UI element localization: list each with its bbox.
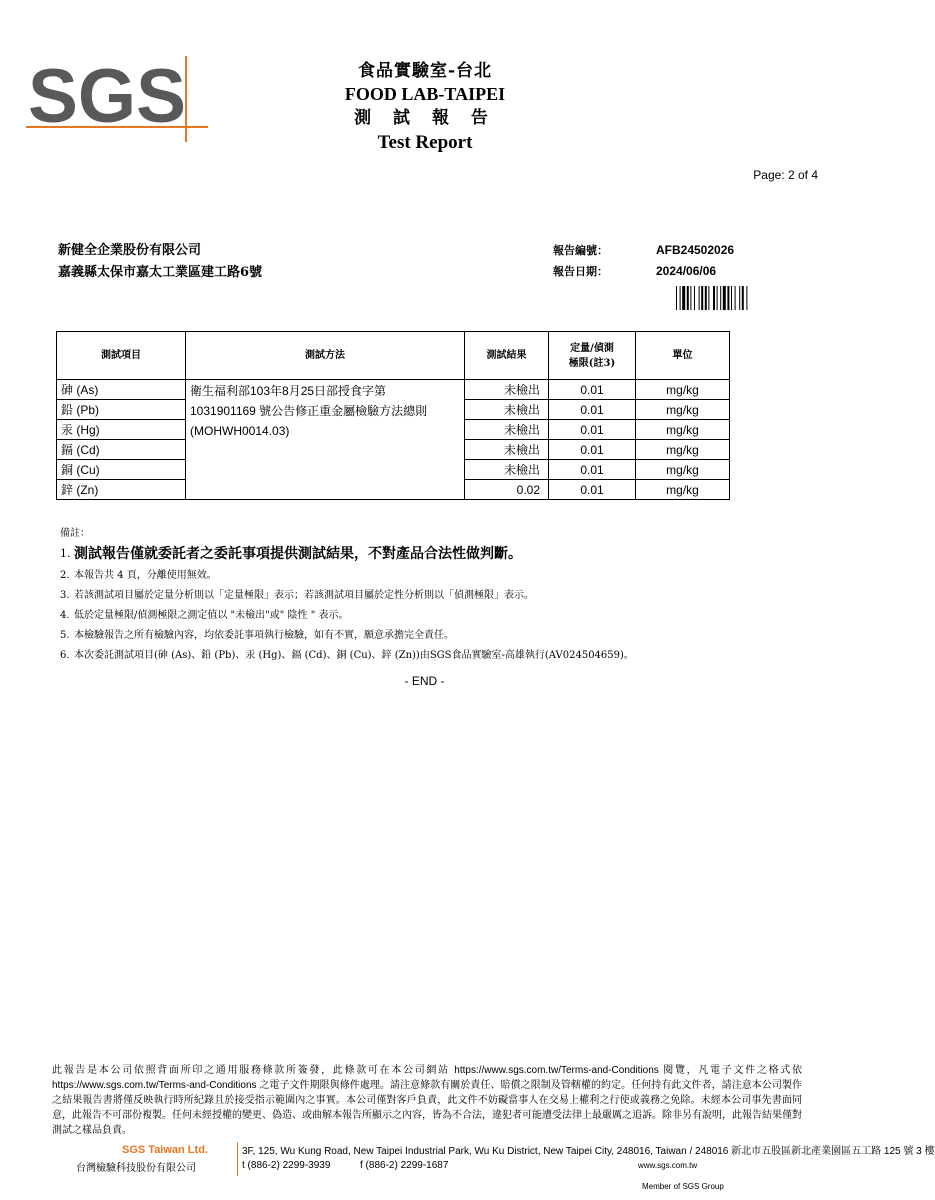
- cell-item: 鎘 (Cd): [57, 440, 186, 460]
- method-line: 衛生福利部103年8月25日部授食字第: [190, 384, 387, 398]
- barcode-image: [676, 286, 791, 310]
- results-table: [56, 331, 730, 500]
- cell-result: 0.02: [465, 480, 549, 500]
- method-line: (MOHWH0014.03): [190, 424, 290, 438]
- header-result: 測試結果: [465, 332, 549, 380]
- cell-result: 未檢出: [465, 400, 549, 420]
- note-item: [60, 586, 800, 606]
- table-header-row: [57, 332, 730, 380]
- footer: [52, 1142, 935, 1192]
- cell-unit: mg/kg: [636, 380, 730, 400]
- end-marker: - END -: [404, 674, 445, 688]
- report-number: AFB24502026: [656, 243, 735, 257]
- note-text: 低於定量極限/偵測極限之測定值以 "未檢出"或" 陰性 " 表示。: [74, 610, 349, 621]
- cell-unit: mg/kg: [636, 420, 730, 440]
- cell-unit: mg/kg: [636, 440, 730, 460]
- cell-result: 未檢出: [465, 440, 549, 460]
- header-item: 測試項目: [57, 332, 186, 380]
- cell-limit: 0.01: [549, 480, 636, 500]
- note-number: 3.: [60, 590, 70, 601]
- report-meta: [553, 240, 734, 282]
- note-number: 2.: [60, 570, 70, 581]
- footer-address: 3F, 125, Wu Kung Road, New Taipei Industrial Park, Wu Ku District, New Taipei City, 248016, Taiwan / 248016 新北市五股區新北產業園區五工路 125 號 3 樓: [242, 1146, 935, 1157]
- note-text: 本檢驗報告之所有檢驗內容，均依委託事項執行檢驗，如有不實，願意承擔完全責任。: [74, 630, 454, 641]
- note-text: 測試報告僅就委託者之委託事項提供測試結果，不對產品合法性做判斷。: [74, 546, 522, 562]
- footer-tel: t (886-2) 2299-3939: [242, 1160, 331, 1171]
- header-limit-line1: 定量/偵測: [570, 342, 614, 354]
- cell-unit: mg/kg: [636, 480, 730, 500]
- footer-website: www.sgs.com.tw: [638, 1161, 698, 1170]
- client-name: 新健全企業股份有限公司: [58, 243, 202, 258]
- cell-result: 未檢出: [465, 420, 549, 440]
- notes-title: 備註：: [60, 528, 90, 539]
- cell-limit: 0.01: [549, 420, 636, 440]
- report-date-label: 報告日期：: [553, 265, 608, 278]
- lab-title-en: FOOD LAB-TAIPEI: [344, 84, 506, 104]
- footer-member: Member of SGS Group: [642, 1182, 724, 1191]
- note-number: 5.: [60, 630, 70, 641]
- header-limit: [549, 332, 636, 380]
- cell-limit: 0.01: [549, 460, 636, 480]
- report-title-en: Test Report: [377, 132, 473, 153]
- disclaimer: 此報告是本公司依照背面所印之通用服務條款所簽發，此條款可在本公司網站 https://www.sgs.com.tw/Terms-and-Conditions 閱覽，凡電子文件之格式依 https://www.sgs.com.tw/Terms-and-Conditions 之電子文件期限與條件處理。請注意條款有關於責任、賠償之限制及管轄權的約定。任何持有此文件者，請注意本公司製作之結果報告書將僅反映執行時所紀錄且於接受指示範圍內之事實。本公司僅對客戶負責，此文件不妨礙當事人在交易上權利之行使或義務之免除。未經本公司事先書面同意，此報告不可部份複製。任何未經授權的變更、偽造、或曲解本報告所顯示之內容，皆為不合法，違犯者可能遭受法律上最嚴厲之追訴。除非另有說明，此報告結果僅對測試之樣品負責。: [52, 1065, 802, 1136]
- cell-limit: 0.01: [549, 440, 636, 460]
- cell-limit: 0.01: [549, 380, 636, 400]
- note-item: [60, 606, 800, 626]
- note-item: [60, 542, 800, 566]
- note-text: 本次委託測試項目(砷 (As)、鉛 (Pb)、汞 (Hg)、鎘 (Cd)、銅 (Cu)、鋅 (Zn))由SGS食品實驗室-高雄執行(AV024504659)。: [74, 650, 634, 661]
- footer-divider: [237, 1142, 238, 1176]
- header-unit: 單位: [636, 332, 730, 380]
- footer-company-zh: 台灣檢驗科技股份有限公司: [76, 1163, 196, 1174]
- lab-title-zh: 食品實驗室-台北: [357, 61, 493, 81]
- note-item: [60, 626, 800, 646]
- cell-unit: mg/kg: [636, 400, 730, 420]
- cell-item: 鋅 (Zn): [57, 480, 186, 500]
- note-number: 1.: [60, 547, 71, 560]
- cell-item: 汞 (Hg): [57, 420, 186, 440]
- note-text: 若該測試項目屬於定量分析則以「定量極限」表示；若該測試項目屬於定性分析則以「偵測極限」表示。: [74, 590, 534, 601]
- header-limit-line2: 極限(註3): [568, 357, 616, 369]
- header-method: 測試方法: [186, 332, 465, 380]
- sgs-logo: [26, 56, 208, 142]
- sgs-logo-text: SGS: [28, 54, 186, 139]
- report-title-zh: 測 試 報 告: [354, 108, 496, 128]
- cell-unit: mg/kg: [636, 460, 730, 480]
- page-number: Page: 2 of 4: [753, 168, 818, 182]
- note-number: 4.: [60, 610, 70, 621]
- note-number: 6.: [60, 650, 70, 661]
- report-number-label: 報告編號：: [553, 244, 608, 257]
- cell-item: 鉛 (Pb): [57, 400, 186, 420]
- table-row: [57, 380, 730, 400]
- footer-fax: f (886-2) 2299-1687: [360, 1160, 449, 1171]
- client-address: 嘉義縣太保市嘉太工業區建工路6號: [58, 265, 263, 280]
- header-titles: [300, 60, 550, 156]
- cell-result: 未檢出: [465, 380, 549, 400]
- cell-result: 未檢出: [465, 460, 549, 480]
- report-date: 2024/06/06: [656, 264, 717, 278]
- cell-item: 砷 (As): [57, 380, 186, 400]
- note-text: 本報告共 4 頁，分離使用無效。: [74, 570, 217, 581]
- cell-method: [186, 380, 465, 500]
- note-item: [60, 646, 800, 666]
- notes-list: [60, 542, 800, 666]
- client-info: [58, 240, 262, 284]
- method-line: 1031901169 號公告修正重金屬檢驗方法總則: [190, 404, 428, 418]
- footer-company-en: SGS Taiwan Ltd.: [122, 1144, 208, 1156]
- note-item: [60, 566, 800, 586]
- cell-item: 銅 (Cu): [57, 460, 186, 480]
- cell-limit: 0.01: [549, 400, 636, 420]
